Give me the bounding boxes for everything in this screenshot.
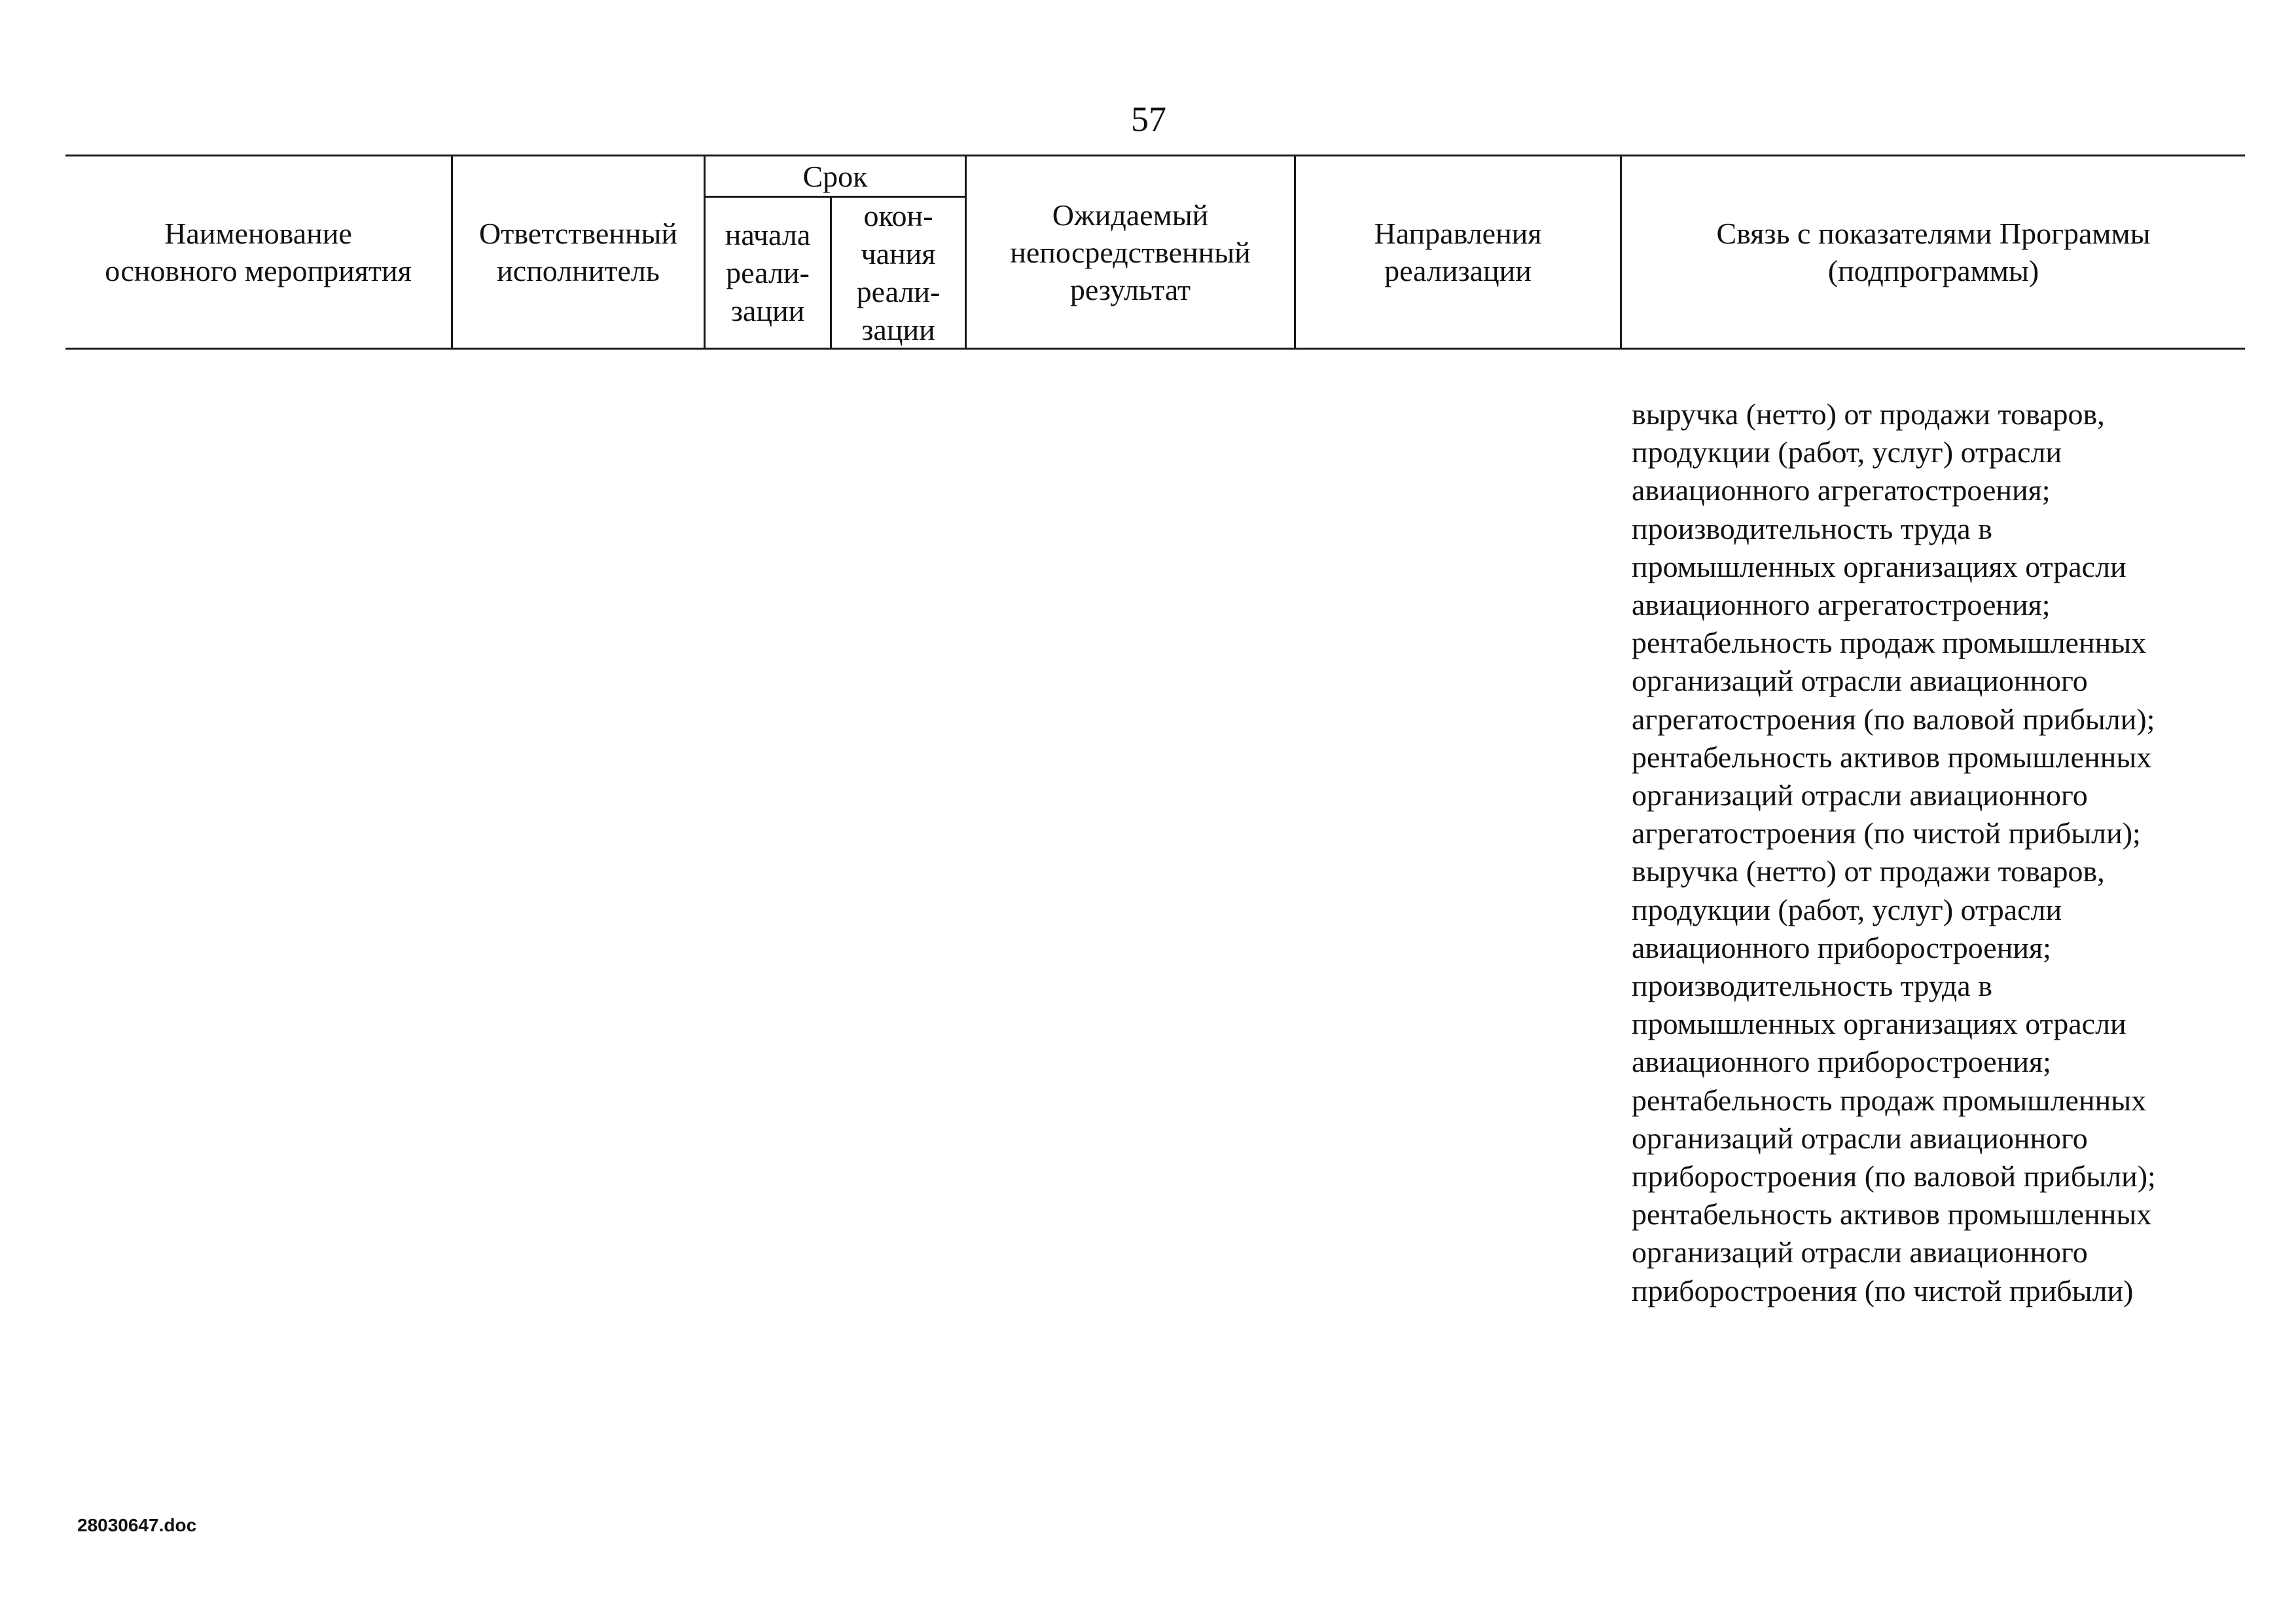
indicator-line: авиационного агрегатостроения;	[1632, 473, 2051, 507]
header-name-column: Наименование основного мероприятия	[105, 217, 412, 287]
indicator-line: рентабельность продаж промышленных	[1632, 1083, 2147, 1117]
indicator-line: выручка (нетто) от продажи товаров,	[1632, 397, 2105, 431]
header-responsible-column: Ответственный исполнитель	[479, 217, 677, 287]
header-term-start-column: начала реали- зации	[725, 217, 811, 327]
indicator-line: авиационного приборостроения;	[1632, 930, 2051, 964]
indicator-line: рентабельность активов промышленных	[1632, 1197, 2152, 1231]
indicator-line: авиационного агрегатостроения;	[1632, 588, 2051, 622]
header-indicators-column: Связь с показателями Программы (подпрограммы)	[1716, 217, 2151, 287]
header-term-column: Срок	[802, 159, 868, 193]
indicator-line: агрегатостроения (по чистой прибыли);	[1632, 816, 2141, 850]
indicator-line: промышленных организациях отрасли	[1632, 549, 2126, 583]
indicator-line: организаций отрасли авиационного	[1632, 778, 2088, 812]
document-reference: 28030647.doc	[77, 1515, 197, 1535]
indicator-line: приборостроения (по валовой прибыли);	[1632, 1159, 2156, 1194]
indicator-line: продукции (работ, услуг) отрасли	[1632, 892, 2062, 926]
indicator-line: производительность труда в	[1632, 511, 1992, 545]
indicator-line: авиационного приборостроения;	[1632, 1045, 2051, 1079]
header-bottom-rule	[65, 348, 2245, 350]
header-result-column: Ожидаемый непосредственный результат	[1010, 198, 1251, 306]
header-term-end-column: окон- чания реали- зации	[856, 198, 941, 346]
indicator-line: организаций отрасли авиационного	[1632, 1235, 2088, 1269]
indicator-line: рентабельность продаж промышленных	[1632, 626, 2147, 660]
indicator-line: продукции (работ, услуг) отрасли	[1632, 435, 2062, 469]
header-directions-column: Направления реализации	[1374, 217, 1542, 287]
indicator-line: выручка (нетто) от продажи товаров,	[1632, 854, 2105, 888]
indicator-line: агрегатостроения (по валовой прибыли);	[1632, 702, 2155, 736]
indicator-line: организаций отрасли авиационного	[1632, 1121, 2088, 1155]
page-number: 57	[1131, 100, 1166, 139]
indicator-line: организаций отрасли авиационного	[1632, 664, 2088, 698]
indicator-line: рентабельность активов промышленных	[1632, 740, 2152, 774]
indicator-line: промышленных организациях отрасли	[1632, 1007, 2126, 1041]
indicator-line: производительность труда в	[1632, 969, 1992, 1003]
indicators-cell	[1632, 395, 2247, 1310]
indicator-line: приборостроения (по чистой прибыли)	[1632, 1273, 2134, 1307]
